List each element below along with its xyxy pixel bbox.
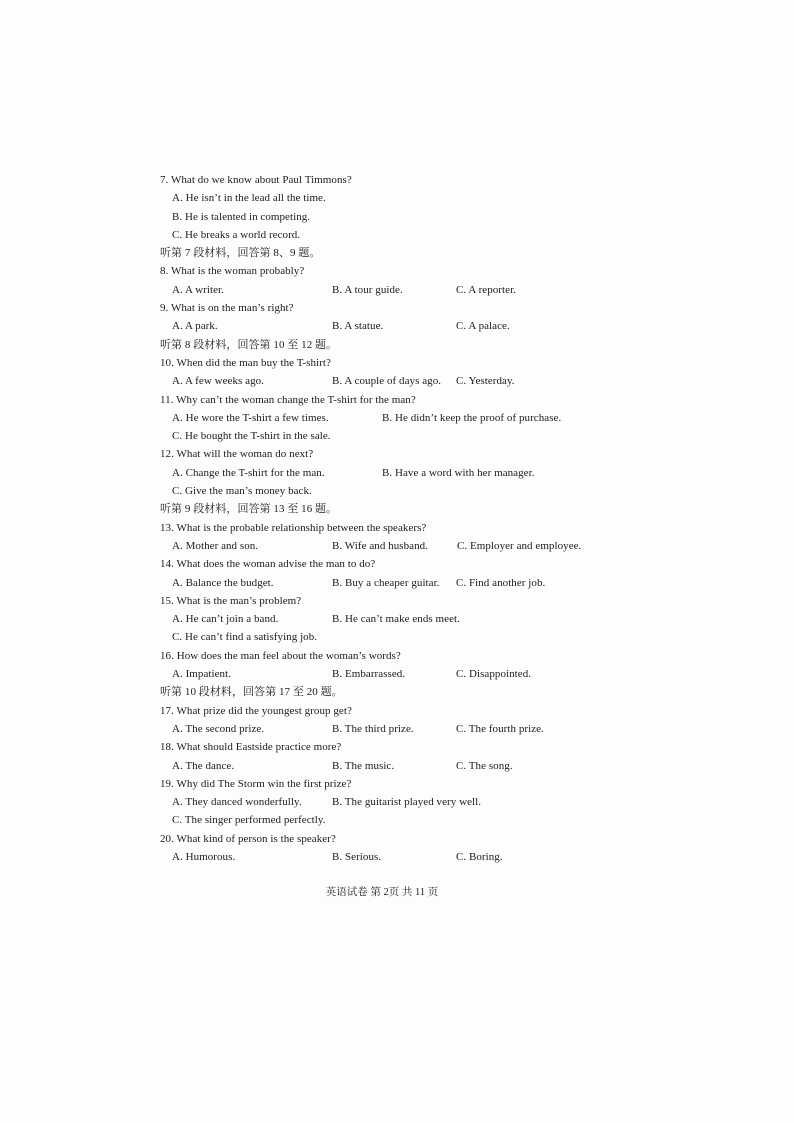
question-stem: 17. What prize did the youngest group get? xyxy=(160,704,352,717)
answer-option: C. A palace. xyxy=(456,320,510,333)
answer-option: C. Disappointed. xyxy=(456,668,532,681)
question-stem: 7. What do we know about Paul Timmons? xyxy=(160,174,352,186)
question-stem: 19. Why did The Storm win the first prize? xyxy=(160,777,352,790)
option-line xyxy=(160,665,620,683)
question-stem: 9. What is on the man’s right? xyxy=(160,302,294,315)
option-line xyxy=(160,610,620,628)
answer-option: C. The song. xyxy=(456,759,513,772)
option-line xyxy=(160,427,620,445)
answer-option: A. Change the T-shirt for the man. xyxy=(172,466,325,479)
answer-option: C. He breaks a world record. xyxy=(172,228,301,241)
option-line xyxy=(160,793,620,811)
question-list xyxy=(160,171,620,866)
answer-option: C. The fourth prize. xyxy=(456,722,544,735)
question-stem: 8. What is the woman probably? xyxy=(160,265,305,278)
answer-option: B. The third prize. xyxy=(332,722,414,735)
answer-option: C. He bought the T-shirt in the sale. xyxy=(172,430,331,443)
answer-option: A. Humorous. xyxy=(172,850,236,863)
question-stem: 10. When did the man buy the T-shirt? xyxy=(160,356,331,369)
option-line xyxy=(160,317,620,335)
option-line xyxy=(160,482,620,500)
answer-option: B. Buy a cheaper guitar. xyxy=(332,576,440,589)
answer-option: A. They danced wonderfully. xyxy=(172,796,302,809)
answer-option: A. The dance. xyxy=(172,759,235,772)
answer-option: A. A writer. xyxy=(172,283,224,296)
answer-option: C. Give the man’s money back. xyxy=(172,485,312,498)
question-stem: 20. What kind of person is the speaker? xyxy=(160,832,336,845)
option-line xyxy=(160,464,620,482)
question-stem: 12. What will the woman do next? xyxy=(160,448,314,461)
answer-option: C. Find another job. xyxy=(456,576,546,589)
answer-option: A. He can’t join a band. xyxy=(172,613,279,626)
option-line xyxy=(160,226,620,244)
section-instruction: 听第 9 段材料，回答第 13 至 16 题。 xyxy=(160,503,338,516)
answer-option: A. A park. xyxy=(172,320,218,333)
section-instruction: 听第 10 段材料，回答第 17 至 20 题。 xyxy=(160,686,343,699)
answer-option: A. He isn’t in the lead all the time. xyxy=(172,192,326,205)
option-line xyxy=(160,848,620,866)
option-line xyxy=(160,720,620,738)
option-line xyxy=(160,208,620,226)
answer-option: B. He can’t make ends meet. xyxy=(332,613,460,626)
answer-option: A. The second prize. xyxy=(172,722,265,735)
option-line xyxy=(160,757,620,775)
answer-option: A. Impatient. xyxy=(172,668,231,681)
answer-option: A. A few weeks ago. xyxy=(172,375,264,388)
question-stem: 15. What is the man’s problem? xyxy=(160,594,302,607)
question-stem: 16. How does the man feel about the woman’s words? xyxy=(160,649,401,662)
answer-option: C. Employer and employee. xyxy=(457,539,582,552)
answer-option: B. Embarrassed. xyxy=(332,668,406,681)
answer-option: B. He didn’t keep the proof of purchase. xyxy=(382,411,562,424)
answer-option: A. Balance the budget. xyxy=(172,576,274,589)
option-line xyxy=(160,281,620,299)
section-instruction: 听第 7 段材料，回答第 8、9 题。 xyxy=(160,247,321,260)
answer-option: B. Serious. xyxy=(332,850,382,863)
section-instruction: 听第 8 段材料，回答第 10 至 12 题。 xyxy=(160,338,338,351)
answer-option: B. The guitarist played very well. xyxy=(332,796,482,809)
answer-option: C. The singer performed perfectly. xyxy=(172,814,326,827)
question-stem: 14. What does the woman advise the man to do? xyxy=(160,558,376,571)
answer-option: C. He can’t find a satisfying job. xyxy=(172,631,318,644)
answer-option: B. He is talented in competing. xyxy=(172,210,311,223)
option-line xyxy=(160,189,620,207)
answer-option: B. Wife and husband. xyxy=(332,539,428,552)
answer-option: A. Mother and son. xyxy=(172,539,259,552)
question-stem: 18. What should Eastside practice more? xyxy=(160,741,342,754)
answer-option: B. A couple of days ago. xyxy=(332,375,442,388)
page-footer: 英语试卷 第 2页 共 11 页 xyxy=(325,887,439,898)
answer-option: B. Have a word with her manager. xyxy=(382,466,535,479)
option-line xyxy=(160,628,620,646)
question-stem: 11. Why can’t the woman change the T-shirt for the man? xyxy=(160,393,416,406)
answer-option: B. A tour guide. xyxy=(332,283,403,296)
answer-option: B. A statue. xyxy=(332,320,384,333)
option-line xyxy=(160,537,620,555)
option-line xyxy=(160,811,620,829)
answer-option: C. Boring. xyxy=(456,850,503,863)
question-stem: 13. What is the probable relationship between the speakers? xyxy=(160,521,427,534)
answer-option: C. Yesterday. xyxy=(456,375,515,388)
answer-option: B. The music. xyxy=(332,759,395,772)
answer-option: A. He wore the T-shirt a few times. xyxy=(172,411,329,424)
option-line xyxy=(160,574,620,592)
option-line xyxy=(160,409,620,427)
option-line xyxy=(160,372,620,390)
answer-option: C. A reporter. xyxy=(456,283,516,296)
